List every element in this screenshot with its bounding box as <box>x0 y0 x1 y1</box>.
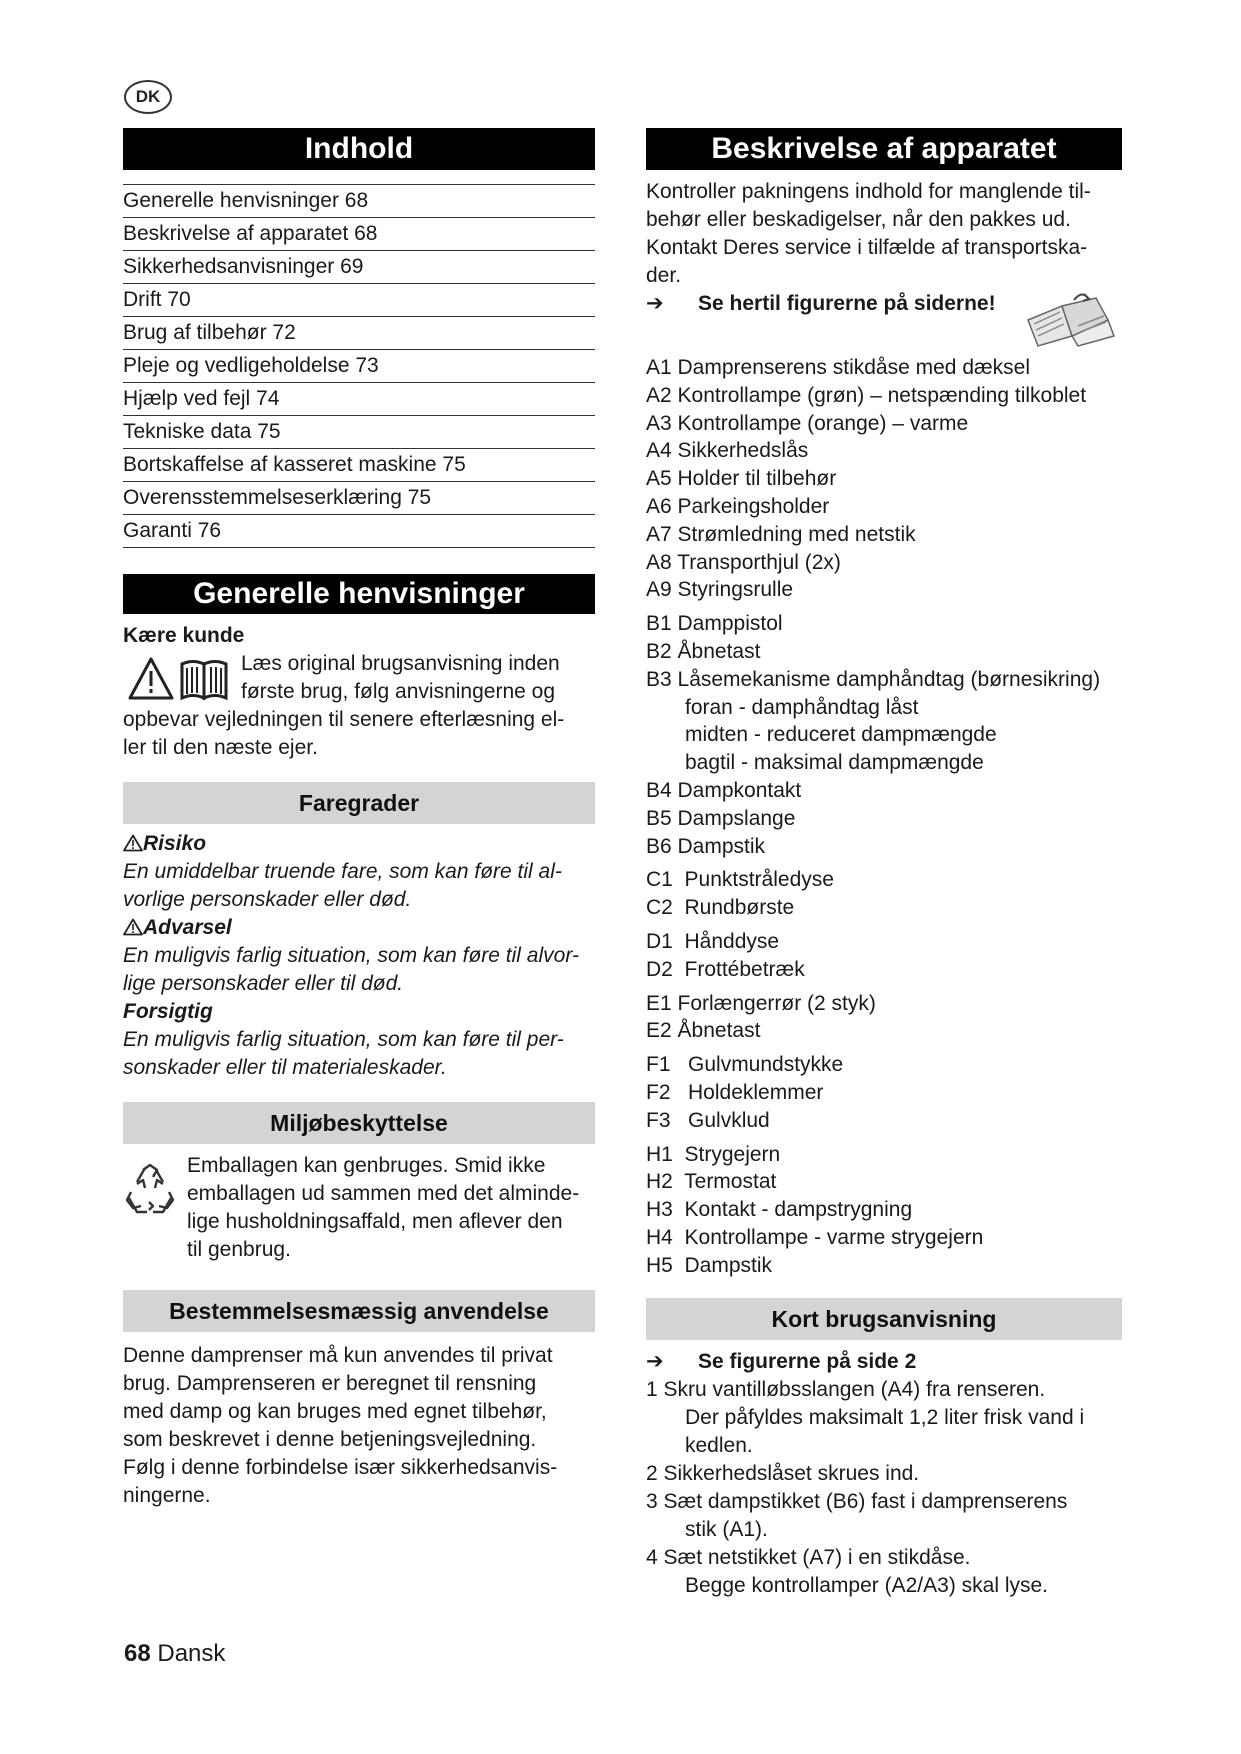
list-item: D2 Frottébetræk <box>646 957 805 981</box>
toc-item[interactable]: Bortskaffelse af kasseret maskine 75 <box>123 449 595 482</box>
general-section <box>123 622 595 762</box>
intro-line: ler til den næste ejer. <box>123 736 318 759</box>
warning-icon <box>123 918 143 936</box>
intro-line: Kontroller pakningens indhold for manglende til- <box>646 180 1091 203</box>
danger-level-text: lige personskader eller til død. <box>123 972 404 995</box>
list-item: C1 Punktstråledyse <box>646 868 834 892</box>
list-item: A6 Parkeingsholder <box>646 494 830 518</box>
list-item: B2 Åbnetast <box>646 639 761 663</box>
list-item: H2 Termostat <box>646 1170 777 1194</box>
list-item: E2 Åbnetast <box>646 1019 761 1043</box>
intended-use-heading: Bestemmelsesmæssig anvendelse <box>123 1290 595 1332</box>
toc-item[interactable]: Garanti 76 <box>123 515 595 548</box>
intro-line: Kontakt Deres service i tilfælde af transportska- <box>646 236 1088 259</box>
list-item: B1 Damppistol <box>646 612 783 636</box>
guide-step: 4 Sæt netstikket (A7) i en stikdåse. <box>646 1545 971 1569</box>
component-group <box>646 610 1122 860</box>
list-item: A5 Holder til tilbehør <box>646 467 837 491</box>
intended-use-section <box>123 1342 595 1510</box>
list-item: E1 Forlængerrør (2 styk) <box>646 991 876 1015</box>
intro-line: opbevar vejledningen til senere efterlæsning el- <box>123 708 565 731</box>
environment-line: til genbrug. <box>187 1238 291 1261</box>
list-subitem: foran - damphåndtag låst <box>685 695 919 719</box>
danger-level-text: En umiddelbar truende fare, som kan føre til al- <box>123 860 562 883</box>
toc-item[interactable]: Drift 70 <box>123 284 595 317</box>
intro-line: Læs original brugsanvisning inden <box>241 652 560 675</box>
list-item: D1 Hånddyse <box>646 929 780 953</box>
list-item: H1 Strygejern <box>646 1142 781 1166</box>
list-item: B3 Låsemekanisme damphåndtag (børnesikring) <box>646 667 1101 691</box>
page-number: 68 <box>124 1640 151 1667</box>
dear-customer: Kære kunde <box>123 624 245 647</box>
short-guide <box>646 1348 1122 1600</box>
list-subitem: bagtil - maksimal dampmængde <box>685 751 984 775</box>
list-item: C2 Rundbørste <box>646 896 795 920</box>
guide-step-detail: Der påfyldes maksimalt 1,2 liter frisk vand i <box>685 1405 1085 1429</box>
environment-line: Emballagen kan genbruges. Smid ikke <box>187 1154 546 1177</box>
danger-level-text: vorlige personskader eller død. <box>123 888 412 911</box>
intended-use-line: ningerne. <box>123 1484 211 1507</box>
component-group <box>646 990 1122 1046</box>
arrow-icon: ➔ <box>646 292 664 315</box>
component-group <box>646 354 1122 604</box>
list-item: B5 Dampslange <box>646 806 796 830</box>
warning-icon <box>123 834 143 852</box>
danger-level-text: En muligvis farlig situation, som kan føre til per- <box>123 1028 564 1051</box>
list-item: B6 Dampstik <box>646 834 766 858</box>
toc-item[interactable]: Tekniske data 75 <box>123 416 595 449</box>
toc-item[interactable]: Overensstemmelseserklæring 75 <box>123 482 595 515</box>
toc-item[interactable]: Beskrivelse af apparatet 68 <box>123 218 595 251</box>
see-figures-note: Se figurerne på side 2 <box>698 1349 917 1373</box>
environment-section <box>123 1152 595 1268</box>
list-item: A4 Sikkerhedslås <box>646 439 809 463</box>
list-item: F1 Gulvmundstykke <box>646 1053 844 1077</box>
list-item: H4 Kontrollampe - varme strygejern <box>646 1225 984 1249</box>
intended-use-line: brug. Damprenseren er beregnet til rensning <box>123 1372 537 1395</box>
guide-step: 2 Sikkerhedslåset skrues ind. <box>646 1461 920 1485</box>
intended-use-line: Denne damprenser må kun anvendes til privat <box>123 1344 553 1367</box>
environment-line: lige husholdningsaffald, men aflever den <box>187 1210 563 1233</box>
language-badge: DK <box>124 80 172 114</box>
list-item: A8 Transporthjul (2x) <box>646 550 841 574</box>
footer-language: Dansk <box>157 1640 226 1667</box>
list-item: A1 Damprenserens stikdåse med dæksel <box>646 356 1031 379</box>
toc-item[interactable]: Hjælp ved fejl 74 <box>123 383 595 416</box>
toc-item[interactable]: Sikkerhedsanvisninger 69 <box>123 251 595 284</box>
danger-level-text: En muligvis farlig situation, som kan føre til alvor- <box>123 944 579 967</box>
component-group <box>646 1051 1122 1134</box>
danger-level-name: Advarsel <box>143 916 232 939</box>
device-description-heading: Beskrivelse af apparatet <box>646 128 1122 170</box>
component-group <box>646 866 1122 922</box>
danger-level-name: Forsigtig <box>123 1000 213 1023</box>
device-intro <box>646 178 1122 290</box>
list-item: B4 Dampkontakt <box>646 778 802 802</box>
left-column <box>123 128 595 1510</box>
danger-levels-heading: Faregrader <box>123 782 595 824</box>
intended-use-line: med damp og kan bruges med egnet tilbehør, <box>123 1400 547 1423</box>
guide-step: 3 Sæt dampstikket (B6) fast i damprenserens <box>646 1489 1068 1513</box>
intended-use-line: Følg i denne forbindelse især sikkerhedsanvis- <box>123 1456 558 1479</box>
intro-line: der. <box>646 264 682 287</box>
environment-heading: Miljøbeskyttelse <box>123 1102 595 1144</box>
list-subitem: midten - reduceret dampmængde <box>685 723 997 747</box>
arrow-icon: ➔ <box>646 1349 664 1373</box>
guide-step-detail: kedlen. <box>685 1433 753 1457</box>
intro-line: behør eller beskadigelser, når den pakkes ud. <box>646 208 1071 231</box>
toc-item[interactable]: Pleje og vedligeholdelse 73 <box>123 350 595 383</box>
guide-step-detail: Begge kontrollamper (A2/A3) skal lyse. <box>685 1573 1048 1597</box>
recycle-icon <box>123 1162 177 1216</box>
list-item: F2 Holdeklemmer <box>646 1080 824 1104</box>
intro-line: første brug, følg anvisningerne og <box>241 680 555 703</box>
component-group <box>646 928 1122 984</box>
guide-step: 1 Skru vantilløbsslangen (A4) fra renseren. <box>646 1377 1046 1401</box>
table-of-contents <box>123 184 595 548</box>
page-footer <box>124 1640 225 1668</box>
danger-level-name: Risiko <box>143 832 207 855</box>
general-heading: Generelle henvisninger <box>123 574 595 614</box>
toc-item[interactable]: Brug af tilbehør 72 <box>123 317 595 350</box>
list-item: A3 Kontrollampe (orange) – varme <box>646 411 969 435</box>
guide-step-detail: stik (A1). <box>685 1517 768 1541</box>
see-figures-note: Se hertil figurerne på siderne! <box>698 292 996 315</box>
right-column <box>646 128 1122 1600</box>
toc-item[interactable]: Generelle henvisninger 68 <box>123 185 595 218</box>
list-item: F3 Gulvklud <box>646 1108 770 1132</box>
danger-level-text: sonskader eller til materialeskader. <box>123 1056 447 1079</box>
list-item: H3 Kontakt - dampstrygning <box>646 1198 913 1222</box>
list-item: A7 Strømledning med netstik <box>646 522 916 546</box>
short-guide-heading: Kort brugsanvisning <box>646 1298 1122 1340</box>
environment-line: emballagen ud sammen med det alminde- <box>187 1182 580 1205</box>
toc-heading: Indhold <box>123 128 595 170</box>
list-item: H5 Dampstik <box>646 1253 773 1277</box>
component-list <box>646 354 1122 1280</box>
danger-levels <box>123 830 595 1082</box>
component-group <box>646 1141 1122 1280</box>
list-item: A2 Kontrollampe (grøn) – netspænding tilkoblet <box>646 383 1087 407</box>
warning-manual-icon <box>127 656 235 702</box>
intended-use-line: som beskrevet i denne betjeningsvejledning. <box>123 1428 537 1451</box>
list-item: A9 Styringsrulle <box>646 578 794 602</box>
open-manual-icon <box>1022 290 1118 348</box>
